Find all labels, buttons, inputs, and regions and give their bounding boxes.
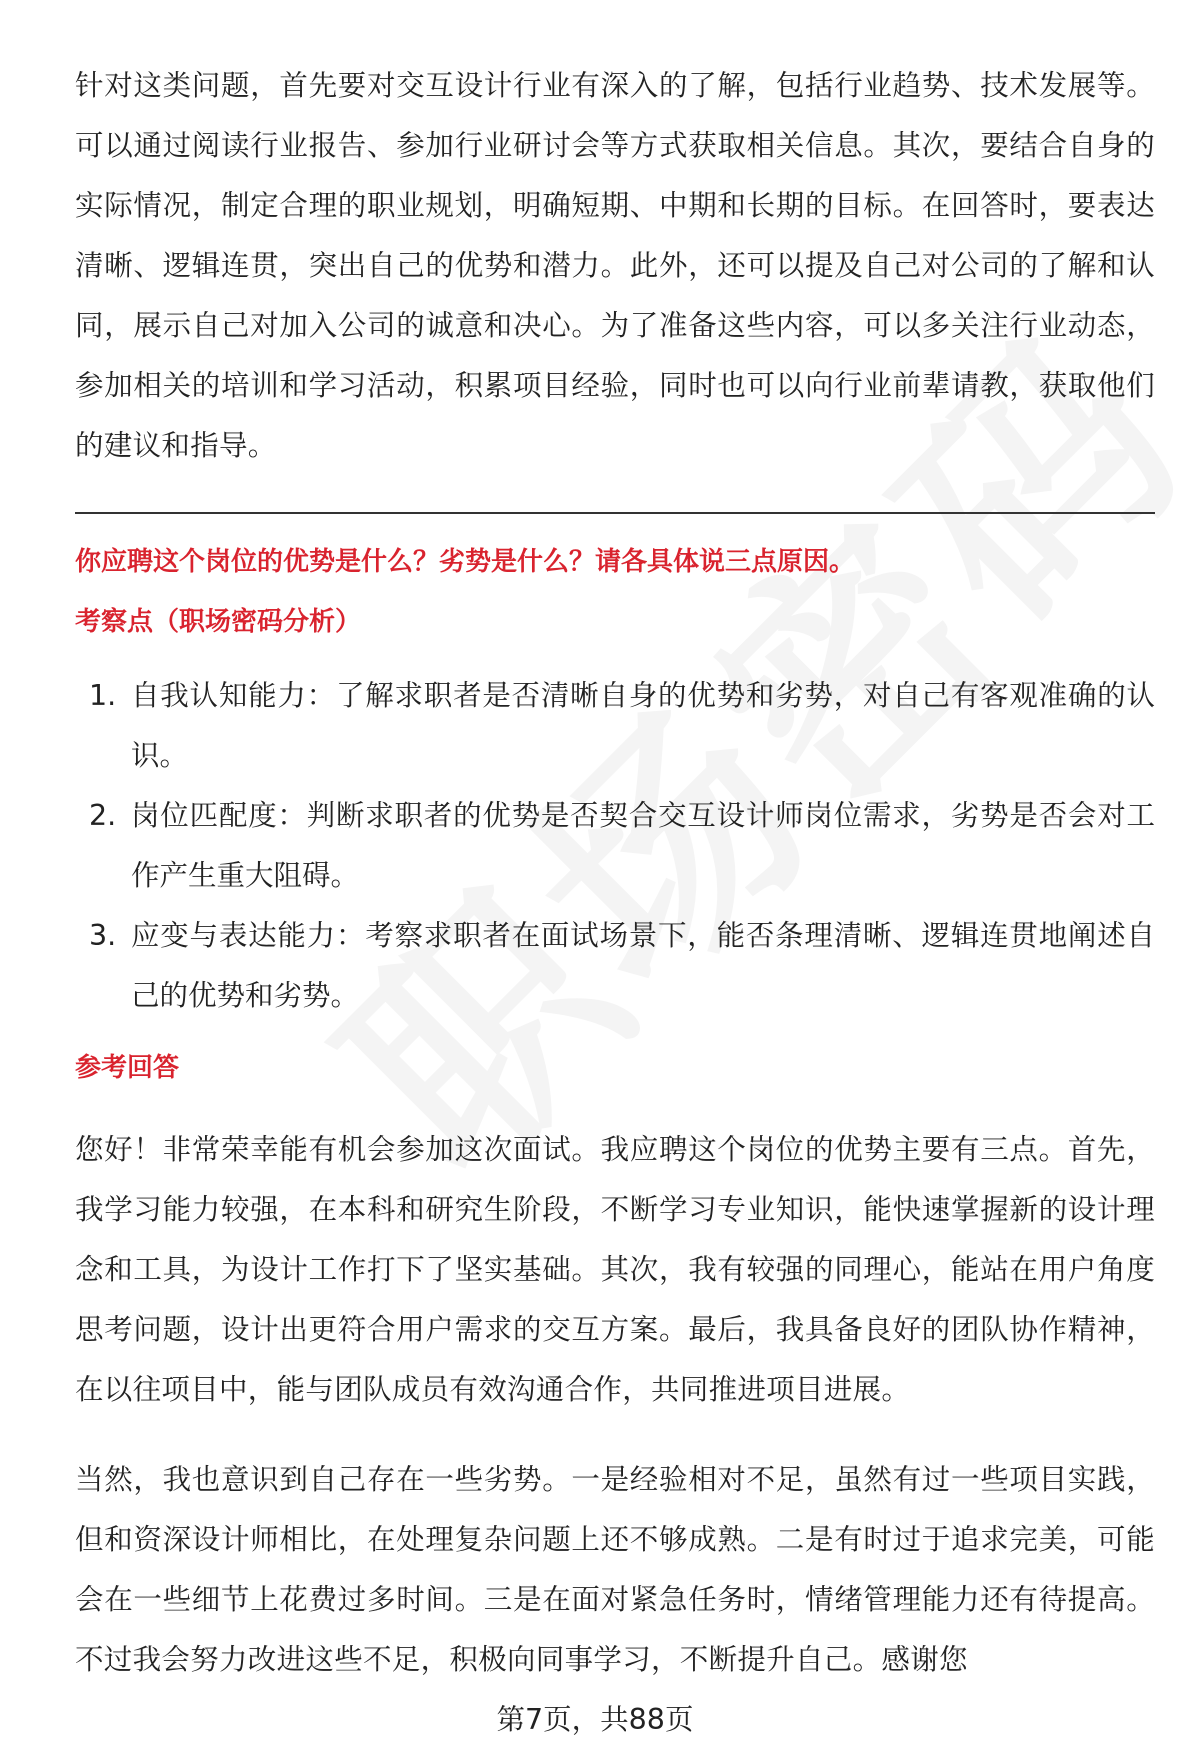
list-number: 3.	[89, 919, 117, 952]
answer-heading: 参考回答	[75, 1053, 180, 1083]
intro-paragraph: 针对这类问题，首先要对交互设计行业有深入的了解，包括行业趋势、技术发展等。可以通过阅读行业报告、参加行业研讨会等方式获取相关信息。其次，要结合自身的实际情况，制定合理的职业规划，明确短期、中期和长期的目标。在回答时，要表达清晰、逻辑连贯，突出自己的优势和潜力。此外，还可以提及自己对公司的了解和认同，展示自己对加入公司的诚意和决心。为了准备这些内容，可以多关注行业动态，参加相关的培训和学习活动，积累项目经验，同时也可以向行业前辈请教，获取他们的建议和指导。	[75, 69, 1155, 462]
answer-paragraph: 您好！非常荣幸能有机会参加这次面试。我应聘这个岗位的优势主要有三点。首先，我学习能力较强，在本科和研究生阶段，不断学习专业知识，能快速掌握新的设计理念和工具，为设计工作打下了坚实基础。其次，我有较强的同理心，能站在用户角度思考问题，设计出更符合用户需求的交互方案。最后，我具备良好的团队协作精神，在以往项目中，能与团队成员有效沟通合作，共同推进项目进展。	[75, 1133, 1155, 1406]
analysis-points-list	[75, 666, 1155, 1026]
page-content	[75, 56, 1155, 1690]
answer-paragraph: 当然，我也意识到自己存在一些劣势。一是经验相对不足，虽然有过一些项目实践，但和资深设计师相比，在处理复杂问题上还不够成熟。二是有时过于追求完美，可能会在一些细节上花费过多时间。三是在面对紧急任务时，情绪管理能力还有待提高。不过我会努力改进这些不足，积极向同事学习，不断提升自己。感谢您	[75, 1463, 1155, 1676]
spacer	[75, 1098, 1155, 1120]
question-title: 你应聘这个岗位的优势是什么？劣势是什么？请各具体说三点原因。	[75, 547, 856, 577]
page-number-footer: 第7页，共88页	[496, 1703, 694, 1736]
list-item	[75, 906, 1155, 1026]
list-item	[75, 666, 1155, 786]
list-item-text: 自我认知能力：了解求职者是否清晰自身的优势和劣势，对自己有客观准确的认识。	[131, 679, 1155, 772]
list-item	[75, 786, 1155, 906]
analysis-heading: 考察点（职场密码分析）	[75, 607, 362, 637]
section-divider	[75, 512, 1155, 514]
list-number: 2.	[89, 799, 117, 832]
list-item-text: 岗位匹配度：判断求职者的优势是否契合交互设计师岗位需求，劣势是否会对工作产生重大阻碍。	[131, 799, 1155, 892]
spacer	[75, 1420, 1155, 1450]
list-number: 1.	[89, 679, 117, 712]
list-item-text: 应变与表达能力：考察求职者在面试场景下，能否条理清晰、逻辑连贯地阐述自己的优势和劣势。	[131, 919, 1155, 1012]
